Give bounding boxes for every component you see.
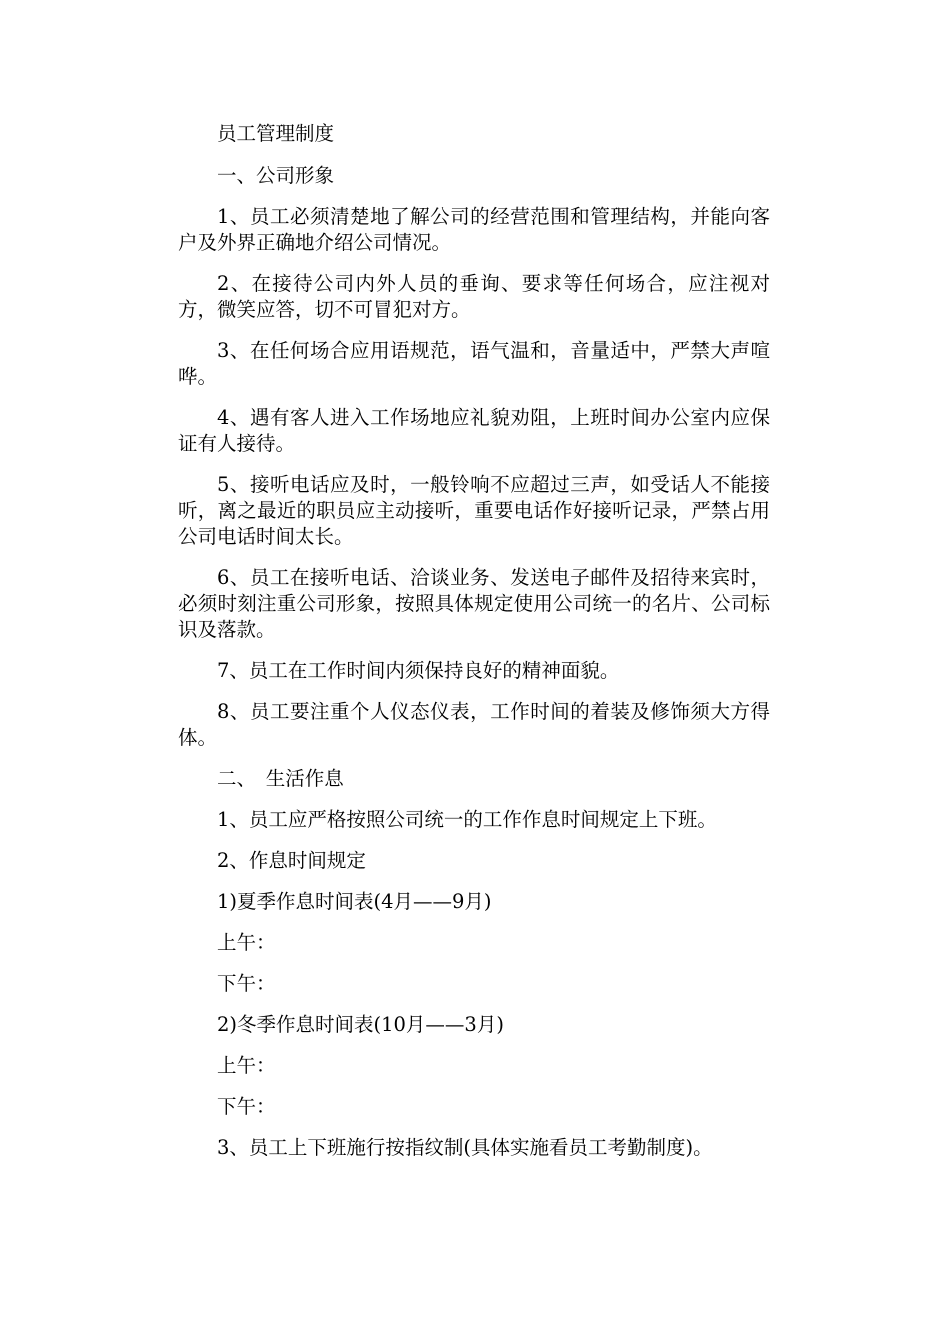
winter-afternoon: 下午： xyxy=(217,1095,276,1118)
winter-morning: 上午： xyxy=(217,1054,276,1077)
paragraph-2-2: 2、作息时间规定 xyxy=(217,849,366,872)
document-page xyxy=(178,121,770,1161)
paragraph-1-3: 3、在任何场合应用语规范，语气温和，音量适中，严禁大声喧哗。 xyxy=(178,339,770,388)
winter-schedule-title: 2)冬季作息时间表(10月——3月) xyxy=(217,1013,504,1036)
section-heading-daily-schedule: 二、 生活作息 xyxy=(217,767,344,790)
summer-morning: 上午： xyxy=(217,931,276,954)
paragraph-2-1: 1、员工应严格按照公司统一的工作作息时间规定上下班。 xyxy=(217,808,717,831)
paragraph-1-4: 4、遇有客人进入工作场地应礼貌劝阻，上班时间办公室内应保证有人接待。 xyxy=(178,406,770,455)
paragraph-1-6: 6、员工在接听电话、洽谈业务、发送电子邮件及招待来宾时，必须时刻注重公司形象，按照具体规定使用公司统一的名片、公司标识及落款。 xyxy=(178,566,770,641)
section-heading-company-image: 一、公司形象 xyxy=(217,164,335,187)
paragraph-2-3: 3、员工上下班施行按指纹制(具体实施看员工考勤制度)。 xyxy=(217,1136,713,1159)
paragraph-1-2: 2、在接待公司内外人员的垂询、要求等任何场合，应注视对方，微笑应答，切不可冒犯对方。 xyxy=(178,272,770,321)
paragraph-1-1: 1、员工必须清楚地了解公司的经营范围和管理结构，并能向客户及外界正确地介绍公司情况。 xyxy=(178,205,770,254)
summer-schedule-title: 1)夏季作息时间表(4月——9月) xyxy=(217,890,492,913)
document-title: 员工管理制度 xyxy=(217,122,335,145)
paragraph-1-8: 8、员工要注重个人仪态仪表，工作时间的着装及修饰须大方得体。 xyxy=(178,700,770,749)
paragraph-1-5: 5、接听电话应及时，一般铃响不应超过三声，如受话人不能接听，离之最近的职员应主动接听，重要电话作好接听记录，严禁占用公司电话时间太长。 xyxy=(178,473,770,548)
summer-afternoon: 下午： xyxy=(217,972,276,995)
paragraph-1-7: 7、员工在工作时间内须保持良好的精神面貌。 xyxy=(217,659,620,682)
